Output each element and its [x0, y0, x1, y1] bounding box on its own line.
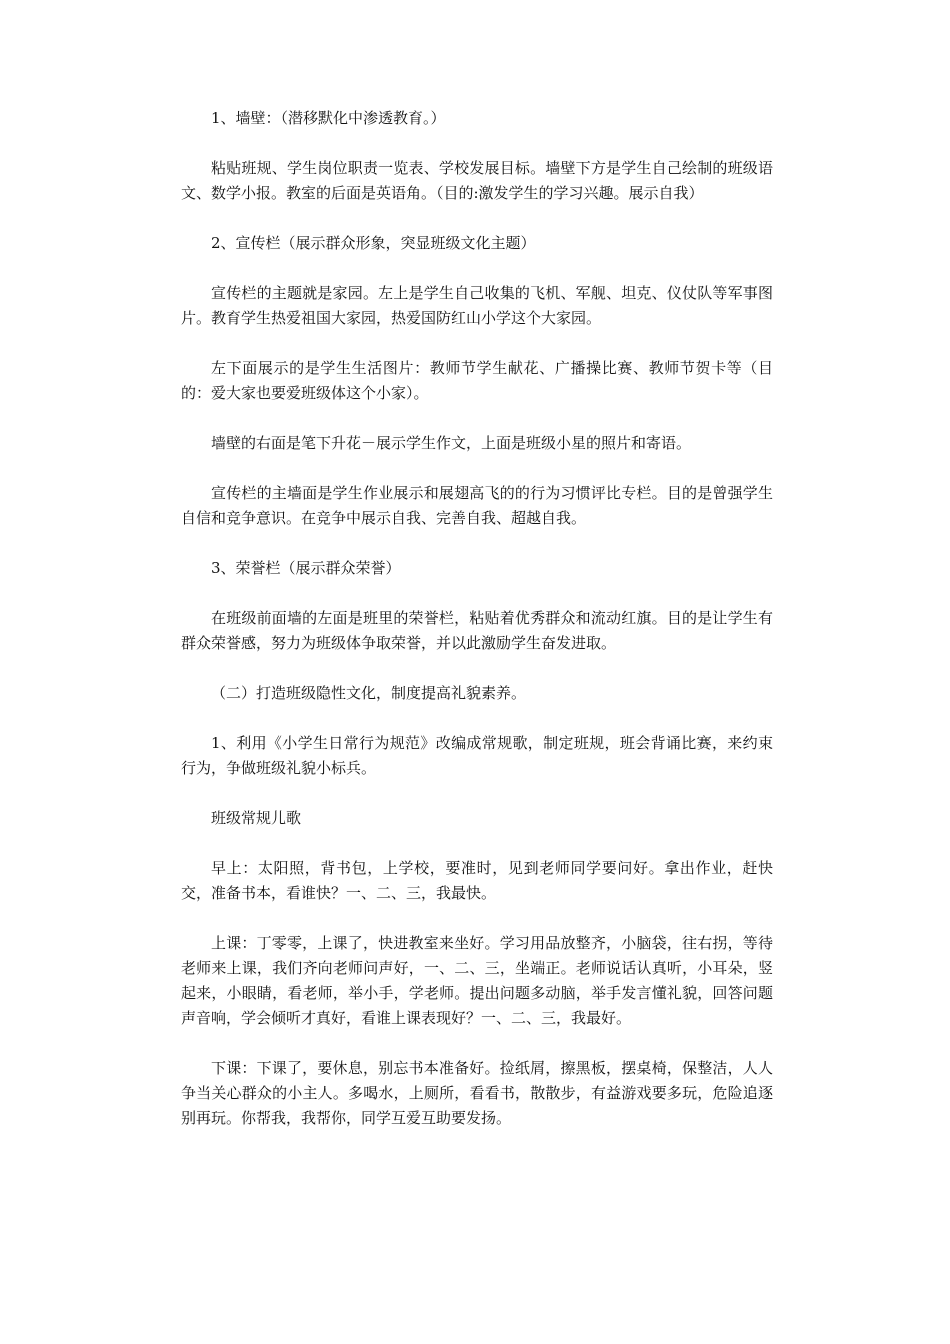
paragraph-morning: 早上：太阳照，背书包，上学校，要准时，见到老师同学要问好。拿出作业，赶快交，准备书本，看谁快？一、二、三，我最快。: [181, 859, 773, 902]
paragraph-honor-board: 在班级前面墙的左面是班里的荣誉栏，粘贴着优秀群众和流动红旗。目的是让学生有群众荣誉感，努力为班级体争取荣誉，并以此激励学生奋发进取。: [181, 609, 773, 652]
paragraph-class-time: 上课：丁零零，上课了，快进教室来坐好。学习用品放整齐，小脑袋，往右拐，等待老师来上课，我们齐向老师问声好，一、二、三，坐端正。老师说话认真听，小耳朵，竖起来，小眼睛，看老师，举小手，学老师。提出问题多动脑，举手发言懂礼貌，回答问题声音响，学会倾听才真好，看谁上课表现好？一、二、三，我最好。: [181, 934, 773, 1027]
heading-honor-board: 3、荣誉栏（展示群众荣誉）: [211, 559, 401, 577]
paragraph-rules-song: 1、利用《小学生日常行为规范》改编成常规歌，制定班规，班会背诵比赛，来约束行为，争做班级礼貌小标兵。: [181, 734, 773, 777]
heading-wall: 1、墙壁：（潜移默化中渗透教育。）: [211, 109, 446, 127]
heading-class-rhyme: 班级常规儿歌: [211, 809, 302, 827]
paragraph-wall-right: 墙壁的右面是笔下升花－展示学生作文，上面是班级小星的照片和寄语。: [211, 434, 692, 452]
paragraph-wall-content: 粘贴班规、学生岗位职责一览表、学校发展目标。墙壁下方是学生自己绘制的班级语文、数学小报。教室的后面是英语角。（目的:激发学生的学习兴趣。展示自我）: [181, 159, 773, 202]
heading-hidden-culture: （二）打造班级隐性文化，制度提高礼貌素养。: [211, 684, 527, 702]
paragraph-break-time: 下课：下课了，要休息，别忘书本准备好。捡纸屑，擦黑板，摆桌椅，保整洁，人人争当关心群众的小主人。多喝水，上厕所，看看书，散散步，有益游戏要多玩，危险追逐别再玩。你帮我，我帮你，同学互爱互助要发扬。: [181, 1059, 773, 1127]
paragraph-bulletin-lower-left: 左下面展示的是学生生活图片：教师节学生献花、广播操比赛、教师节贺卡等（目的：爱大家也要爱班级体这个小家）。: [181, 359, 773, 402]
heading-bulletin-board: 2、宣传栏（展示群众形象，突显班级文化主题）: [211, 234, 536, 252]
paragraph-bulletin-main-wall: 宣传栏的主墙面是学生作业展示和展翅高飞的的行为习惯评比专栏。目的是曾强学生自信和竞争意识。在竞争中展示自我、完善自我、超越自我。: [181, 484, 773, 527]
paragraph-bulletin-theme: 宣传栏的主题就是家园。左上是学生自己收集的飞机、军舰、坦克、仪仗队等军事图片。教育学生热爱祖国大家园，热爱国防红山小学这个大家园。: [181, 284, 773, 327]
document-page: [181, 106, 773, 1156]
